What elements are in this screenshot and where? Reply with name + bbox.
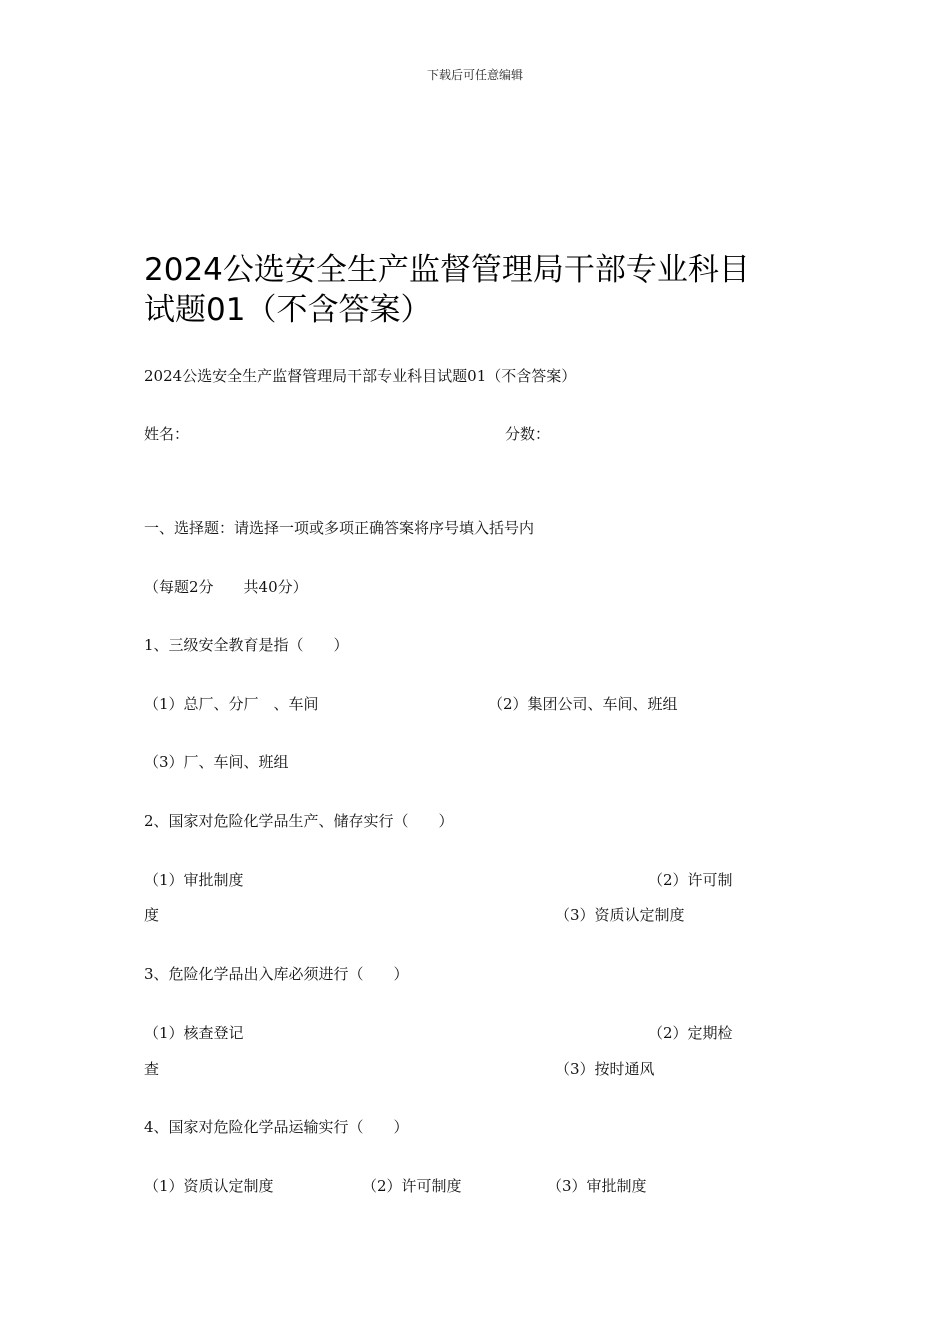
question-3-stem: 3、危险化学品出入库必须进行（ ） [144, 965, 409, 983]
document-subtitle: 2024公选安全生产监督管理局干部专业科目试题01（不含答案） [144, 367, 577, 385]
question-2-option-2: （2）许可制 [648, 871, 733, 889]
question-4-option-3: （3）审批制度 [547, 1177, 647, 1195]
question-1-stem: 1、三级安全教育是指（ ） [144, 636, 349, 654]
question-3-option-2-wrap: 查 [144, 1060, 160, 1078]
question-4-stem: 4、国家对危险化学品运输实行（ ） [144, 1118, 409, 1136]
question-3-option-2: （2）定期检 [648, 1024, 733, 1042]
question-1-option-3: （3）厂、车间、班组 [144, 753, 289, 771]
section-scoring: （每题2分 共40分） [144, 578, 308, 596]
score-label: 分数： [505, 425, 551, 443]
question-3-option-1: （1）核查登记 [144, 1024, 244, 1042]
question-1-option-1: （1）总厂、分厂 、车间 [144, 695, 319, 713]
question-1-option-2: （2）集团公司、车间、班组 [488, 695, 678, 713]
question-2-option-1: （1）审批制度 [144, 871, 244, 889]
question-2-option-2-wrap: 度 [144, 906, 160, 924]
question-4-option-1: （1）资质认定制度 [144, 1177, 274, 1195]
header-note: 下载后可任意编辑 [426, 68, 523, 82]
title-line-1: 2024公选安全生产监督管理局干部专业科目 [144, 252, 750, 288]
name-label: 姓名： [144, 425, 190, 443]
question-4-option-2: （2）许可制度 [362, 1177, 462, 1195]
section-heading: 一、选择题：请选择一项或多项正确答案将序号填入括号内 [144, 519, 535, 537]
question-2-option-3: （3）资质认定制度 [555, 906, 685, 924]
question-2-stem: 2、国家对危险化学品生产、储存实行（ ） [144, 812, 454, 830]
question-3-option-3: （3）按时通风 [555, 1060, 655, 1078]
document-title [144, 250, 824, 330]
title-line-2: 试题01（不含答案） [144, 292, 432, 328]
